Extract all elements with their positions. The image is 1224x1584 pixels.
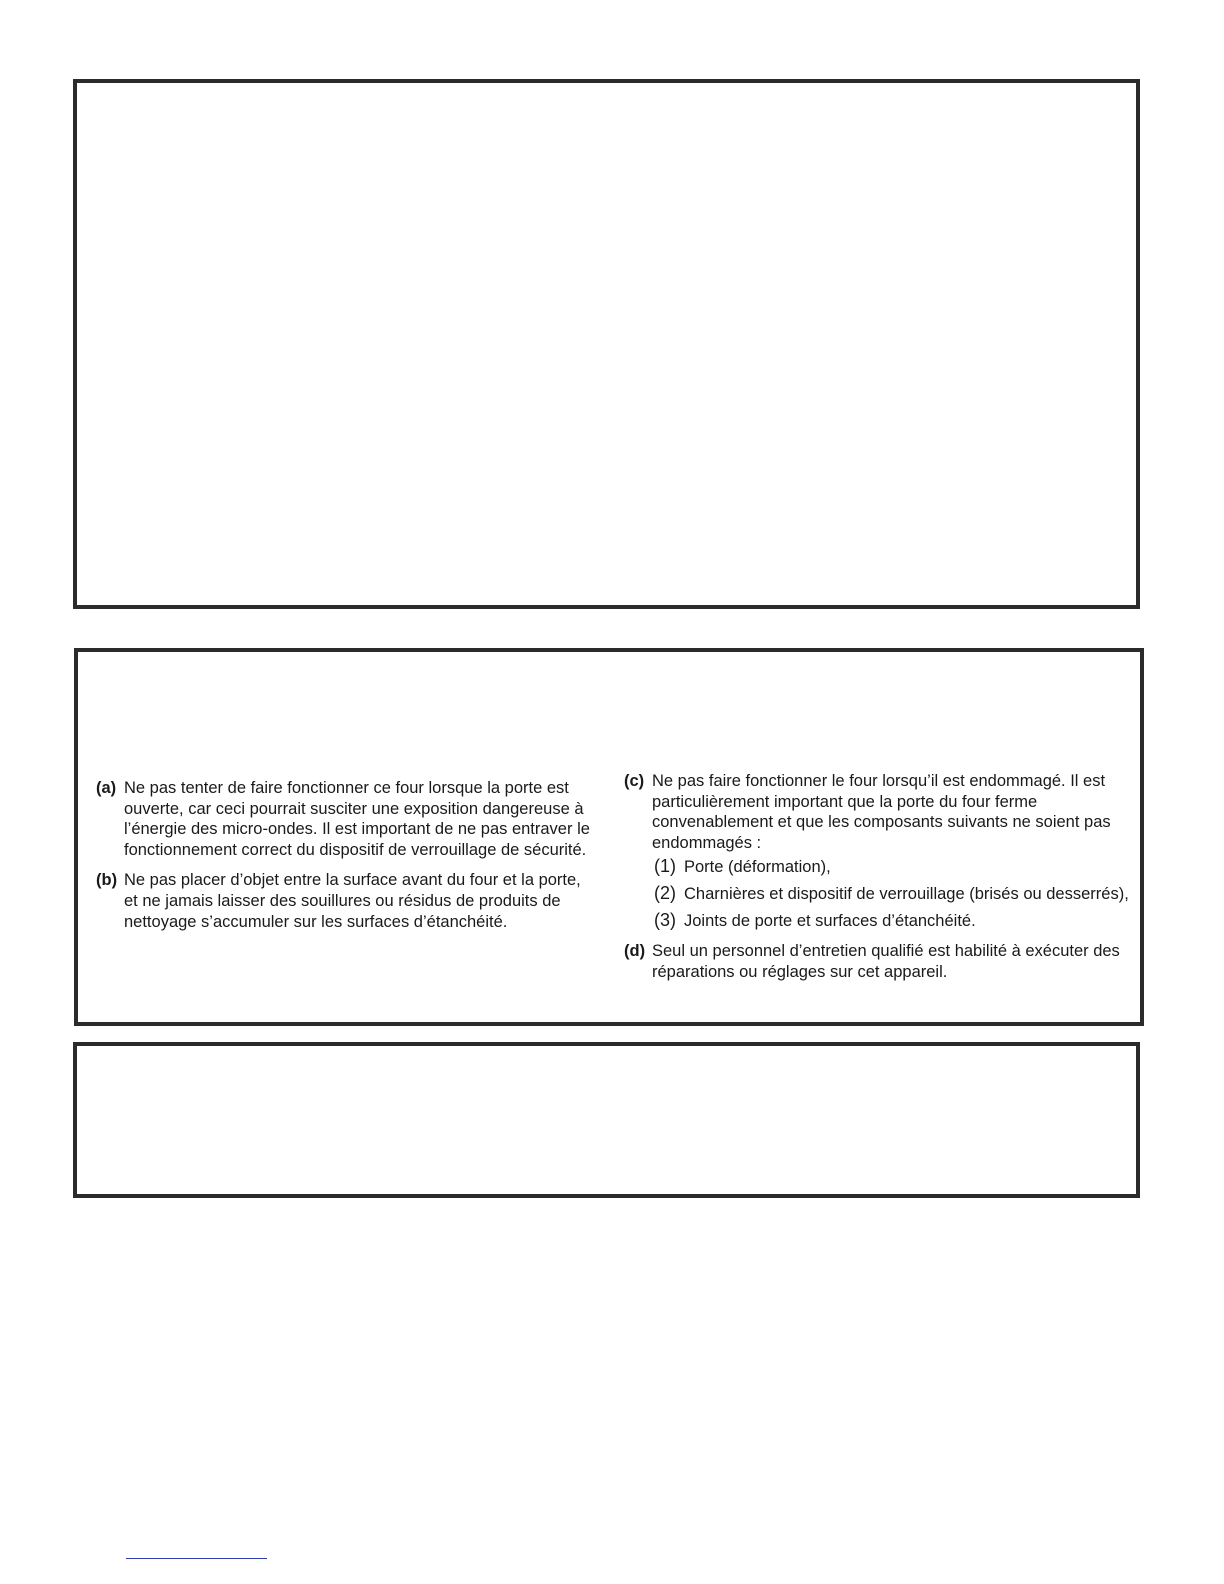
checklist-label-2: (2) [654, 882, 676, 903]
precaution-label-d: (d) [624, 942, 646, 961]
precaution-item-d [624, 941, 1129, 982]
checklist-label-3: (3) [654, 909, 676, 930]
precautions-right-column [624, 771, 1129, 992]
checklist-text-2: Charnières et dispositif de verrouillage (brisés ou desserrés), [684, 884, 1129, 903]
top-notice-box [73, 79, 1140, 609]
precaution-label-b: (b) [96, 871, 118, 890]
precaution-label-a: (a) [96, 779, 117, 797]
precaution-text-d: Seul un personnel d’entretien qualifié est habilité à exécuter des réparations ou réglages sur cet appareil. [652, 942, 1120, 981]
precaution-item-a [96, 778, 596, 860]
checklist-item-1 [652, 857, 1129, 878]
precautions-left-column [96, 778, 596, 942]
precaution-text-b: Ne pas placer d’objet entre la surface avant du four et la porte, et ne jamais laisser des souillures ou résidus de produits de nettoyage s’accumuler sur les surfaces d’étanchéité. [124, 871, 581, 931]
precaution-item-b [96, 870, 596, 932]
precaution-label-c: (c) [624, 772, 645, 790]
precaution-item-c [624, 771, 1129, 931]
checklist-text-1: Porte (déformation), [684, 858, 831, 877]
checklist-item-3 [652, 911, 1129, 932]
bottom-notice-box [73, 1042, 1140, 1198]
footnote-divider [126, 1558, 267, 1559]
checklist-text-3: Joints de porte et surfaces d’étanchéité. [684, 911, 976, 930]
checklist-item-2 [652, 884, 1129, 905]
damage-checklist [652, 857, 1129, 931]
checklist-label-1: (1) [654, 856, 676, 877]
precaution-text-c: Ne pas faire fonctionner le four lorsqu’il est endommagé. Il est particulièrement important que la porte du four ferme convenablement et que les composants suivants ne soient pas endommagés : [652, 772, 1111, 852]
precaution-text-a: Ne pas tenter de faire fonctionner ce four lorsque la porte est ouverte, car ceci pourrait susciter une exposition dangereuse à l’énergie des micro-ondes. Il est important de ne pas entraver le fonctionnement correct du dispositif de verrouillage de sécurité. [124, 779, 590, 859]
